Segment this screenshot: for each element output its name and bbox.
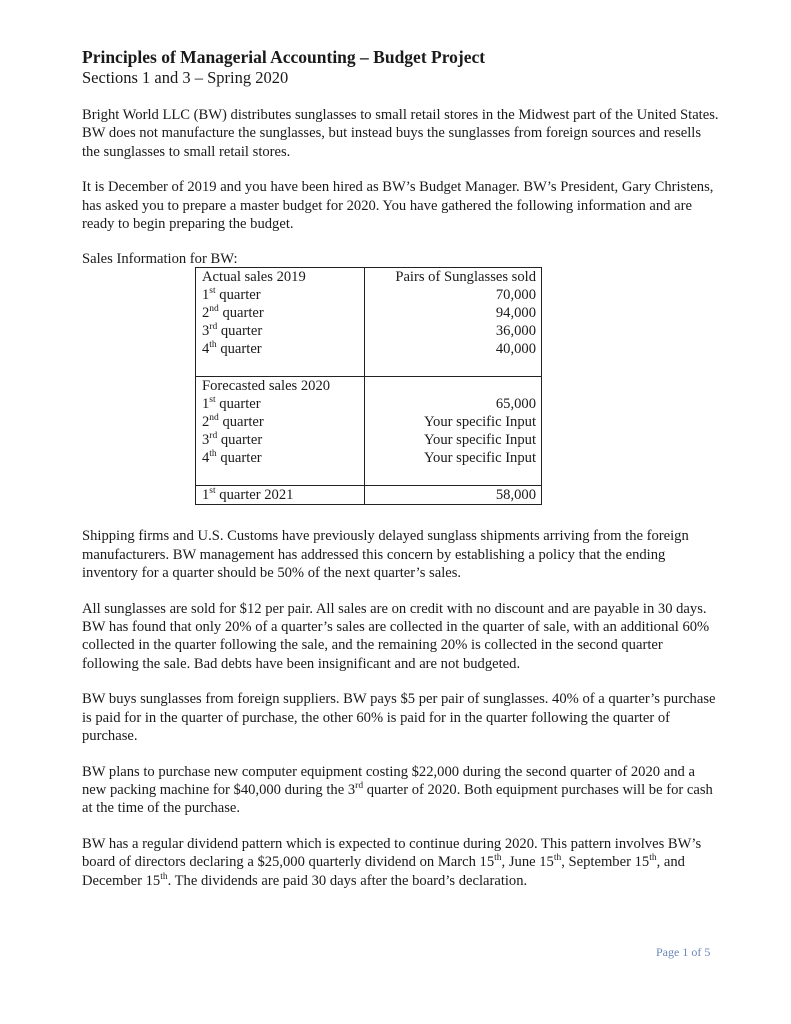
actual-q3-value: 36,000 [495, 323, 536, 340]
pricing-paragraph: All sunglasses are sold for $12 per pair. All sales are on credit with no discount and are payable in 30 days. BW has found that only 20% of a quarter’s sales are collected in the quarter of sale, with an additional 60% collected in the quarter following the sale, and the remaining 20% is collected in the second quarter following the sale. Bad debts have been insignificant and are not budgeted. [82, 600, 710, 672]
forecast-q3-value: Your specific Input [423, 432, 536, 449]
next-year-value: 58,000 [365, 486, 542, 505]
forecast-q4-label: 4th quarter [202, 449, 262, 467]
shipping-paragraph: Shipping firms and U.S. Customs have previously delayed sunglass shipments arriving from the foreign manufacturers. BW management has addressed this concern by establishing a policy that the ending inventory for a quarter should be 50% of the next quarter’s sales. [82, 528, 689, 582]
forecast-sales-heading: Forecasted sales 2020 [202, 378, 331, 395]
actual-sales-row [196, 268, 542, 377]
actual-q2-label: 2nd quarter [202, 304, 264, 322]
actual-q4-label: 4th quarter [202, 340, 262, 358]
actual-sales-heading: Actual sales 2019 [202, 269, 306, 286]
forecast-sales-row [196, 377, 542, 486]
forecast-q1-value: 65,000 [495, 396, 536, 413]
hired-paragraph: It is December of 2019 and you have been hired as BW’s Budget Manager. BW’s President, Gary Christens, has asked you to prepare a master budget for 2020. You have gathered the following information and are ready to begin preparing the budget. [82, 179, 714, 233]
purchases-paragraph: BW buys sunglasses from foreign suppliers. BW pays $5 per pair of sunglasses. 40% of a quarter’s purchase is paid for in the quarter of purchase, the other 60% is paid for in the quarter following the quarter of purchase. [82, 691, 716, 745]
forecast-q2-value: Your specific Input [423, 414, 536, 431]
intro-paragraph: Bright World LLC (BW) distributes sunglasses to small retail stores in the Midwest part of the United States. BW does not manufacture the sunglasses, but instead buys the sunglasses from foreign sources and resells the sunglasses to small retail stores. [82, 107, 719, 160]
forecast-q2-label: 2nd quarter [202, 413, 264, 431]
forecast-q4-value: Your specific Input [423, 450, 536, 467]
next-year-row [196, 486, 542, 505]
equipment-paragraph: BW plans to purchase new computer equipment costing $22,000 during the second quarter of 2020 and a new packing machine for $40,000 during the 3rd quarter of 2020. Both equipment purchases will be for cash at the time of the purchase. [82, 763, 713, 817]
document-subtitle: Sections 1 and 3 – Spring 2020 [82, 68, 289, 87]
document-page [82, 46, 722, 907]
actual-q4-value: 40,000 [495, 341, 536, 358]
forecast-sales-labels [196, 377, 365, 486]
actual-sales-labels [196, 268, 365, 377]
actual-q1-label: 1st quarter [202, 286, 261, 304]
dividends-paragraph: BW has a regular dividend pattern which is expected to continue during 2020. This pattern involves BW’s board of directors declaring a $25,000 quarterly dividend on March 15th, June 15th, September 15th, and December 15th. The dividends are paid 30 days after the board’s declaration. [82, 835, 702, 889]
forecast-sales-values [365, 377, 542, 486]
sales-table [195, 267, 542, 505]
sales-info-label: Sales Information for BW: [82, 251, 238, 268]
pairs-sold-heading: Pairs of Sunglasses sold [395, 269, 536, 286]
actual-q1-value: 70,000 [495, 287, 536, 304]
actual-sales-values [365, 268, 542, 377]
next-year-label: 1st quarter 2021 [196, 486, 365, 505]
actual-q2-value: 94,000 [495, 305, 536, 322]
forecast-q3-label: 3rd quarter [202, 431, 263, 449]
page-number: Page 1 of 5 [656, 945, 711, 959]
forecast-q1-label: 1st quarter [202, 395, 261, 413]
document-title: Principles of Managerial Accounting – Budget Project [82, 47, 486, 67]
actual-q3-label: 3rd quarter [202, 322, 263, 340]
